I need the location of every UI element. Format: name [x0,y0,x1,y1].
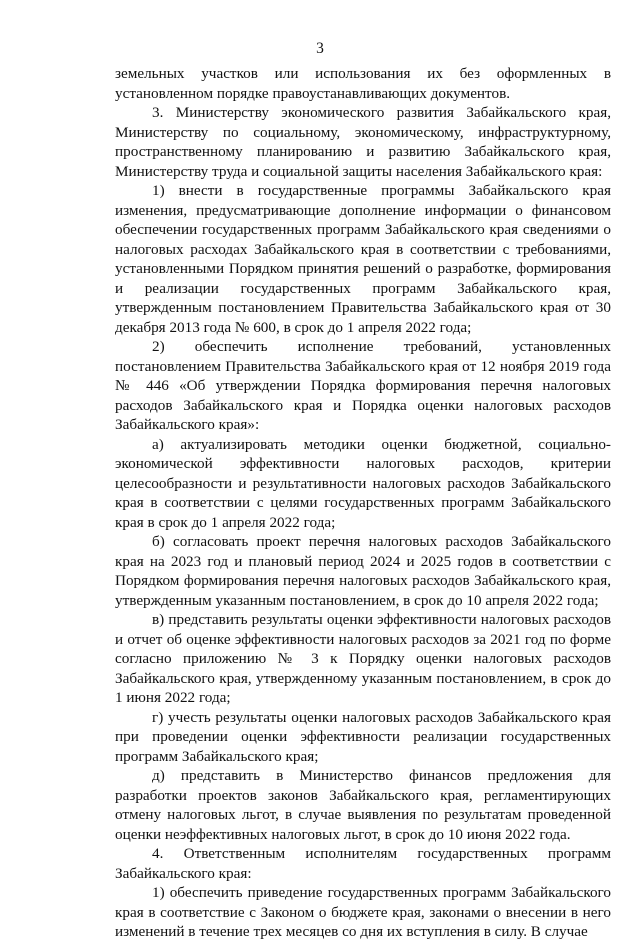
paragraph-p3_2g: г) учесть результаты оценки налоговых расходов Забайкальского края при проведении оценки эффективности реализации государственных программ Забайкальского края; [115,708,611,765]
paragraph-p4: 4. Ответственным исполнителям государственных программ Забайкальского края: [115,845,611,882]
paragraph-p3_2: 2) обеспечить исполнение требований, установленных постановлением Правительства Забайкальского края от 12 ноября 2019 года № 446 «Об утверждении Порядка формирования перечня налоговых расходов Забайкальского края и Порядка оценки налоговых расходов Забайкальского края»: [115,338,611,433]
paragraph-p3_2a: а) актуализировать методики оценки бюджетной, социально-экономической эффективности налоговых расходов, критерии целесообразности и результативности налоговых расходов Забайкальского края в соответствии с целями государственных программ Забайкальского края в срок до 1 апреля 2022 года; [115,435,611,531]
paragraph-p3: 3. Министерству экономического развития Забайкальского края, Министерству по социальному, экономическому, инфраструктурному, пространственному планированию и развитию Забайкальского края, Министерству труда и социальной защиты населения Забайкальского края: [115,104,611,180]
paragraph-p4_1: 1) обеспечить приведение государственных программ Забайкальского края в соответствие с Законом о бюджете края, законами о внесении в него изменений в течение трех месяцев со дня их вступления в силу. В случае [115,884,611,940]
page-number: 3 [316,40,324,57]
paragraph-cont: земельных участков или использования их без оформленных в установленном порядке правоустанавливающих документов. [115,65,611,102]
paragraph-p3_2d: д) представить в Министерство финансов предложения для разработки проектов законов Забайкальского края, регламентирующих отмену налоговых льгот, в случае выявления по результатам проведенной оценки неэффективных налоговых льгот, в срок до 10 июня 2022 года. [115,767,611,843]
paragraph-p3_1: 1) внести в государственные программы Забайкальского края изменения, предусматривающие дополнение информации о финансовом обеспечении государственных программ Забайкальского края сведениями о налоговых расходах Забайкальского края в соответствии с требованиями, установленными Порядком принятия решений о разработке, формирования и реализации государственных программ Забайкальского края, утвержденным постановлением Правительства Забайкальского края от 30 декабря 2013 года № 600, в срок до 1 апреля 2022 года; [115,182,611,336]
paragraph-p3_2v: в) представить результаты оценки эффективности налоговых расходов и отчет об оценке эффективности налоговых расходов за 2021 год по форме согласно приложению № 3 к Порядку оценки налоговых расходов Забайкальского края, утвержденному указанным постановлением, в срок до 1 июня 2022 года; [115,611,611,706]
document-body [115,64,611,942]
paragraph-p3_2b: б) согласовать проект перечня налоговых расходов Забайкальского края на 2023 год и плановый период 2024 и 2025 годов в соответствии с Порядком формирования перечня налоговых расходов Забайкальского края, утвержденным указанным постановлением, в срок до 10 апреля 2022 года; [115,533,611,609]
